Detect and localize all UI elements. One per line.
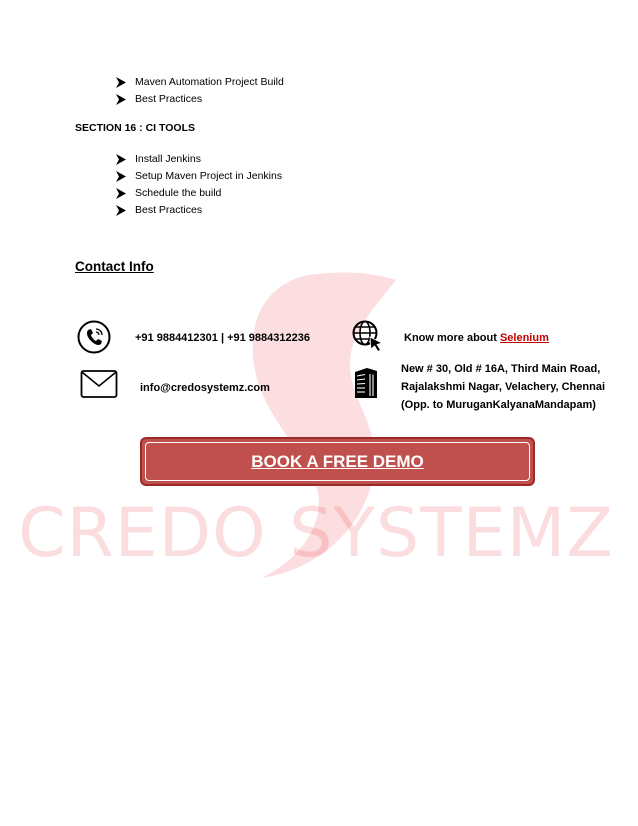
contact-info-heading: Contact Info <box>75 259 154 274</box>
book-free-demo-label: BOOK A FREE DEMO <box>251 451 424 471</box>
watermark-text: CREDO SYSTEMZ <box>18 494 614 573</box>
arrow-bullet-icon <box>116 171 126 182</box>
address-line: (Opp. to MuruganKalyanaMandapam) <box>401 399 596 411</box>
arrow-bullet-icon <box>116 188 126 199</box>
arrow-bullet-icon <box>116 154 126 165</box>
list-item: Best Practices <box>116 202 282 219</box>
address-line: Rajalakshmi Nagar, Velachery, Chennai <box>401 381 606 393</box>
list-item: Setup Maven Project in Jenkins <box>116 168 282 185</box>
selenium-link[interactable]: Selenium <box>499 332 549 344</box>
arrow-bullet-icon <box>116 205 126 216</box>
section15-list <box>116 74 284 108</box>
know-more-text: Know more about Selenium <box>404 332 549 344</box>
list-item: Maven Automation Project Build <box>116 74 284 91</box>
book-free-demo-button[interactable] <box>140 437 535 486</box>
globe-cursor-icon <box>351 319 385 353</box>
phone-numbers: +91 9884412301 | +91 9884312236 <box>135 332 310 344</box>
building-icon <box>353 366 379 400</box>
list-item: Schedule the build <box>116 185 282 202</box>
email-address: info@credosystemz.com <box>140 382 270 394</box>
mail-icon <box>80 369 118 399</box>
list-item: Install Jenkins <box>116 151 282 168</box>
arrow-bullet-icon <box>116 94 126 105</box>
section16-list <box>116 151 282 219</box>
arrow-bullet-icon <box>116 77 126 88</box>
address-line: New # 30, Old # 16A, Third Main Road, <box>401 363 601 375</box>
section-title: SECTION 16 : CI TOOLS <box>75 122 195 134</box>
office-address <box>401 360 605 414</box>
phone-icon <box>77 320 111 354</box>
book-free-demo-inner <box>145 442 530 481</box>
list-item: Best Practices <box>116 91 284 108</box>
